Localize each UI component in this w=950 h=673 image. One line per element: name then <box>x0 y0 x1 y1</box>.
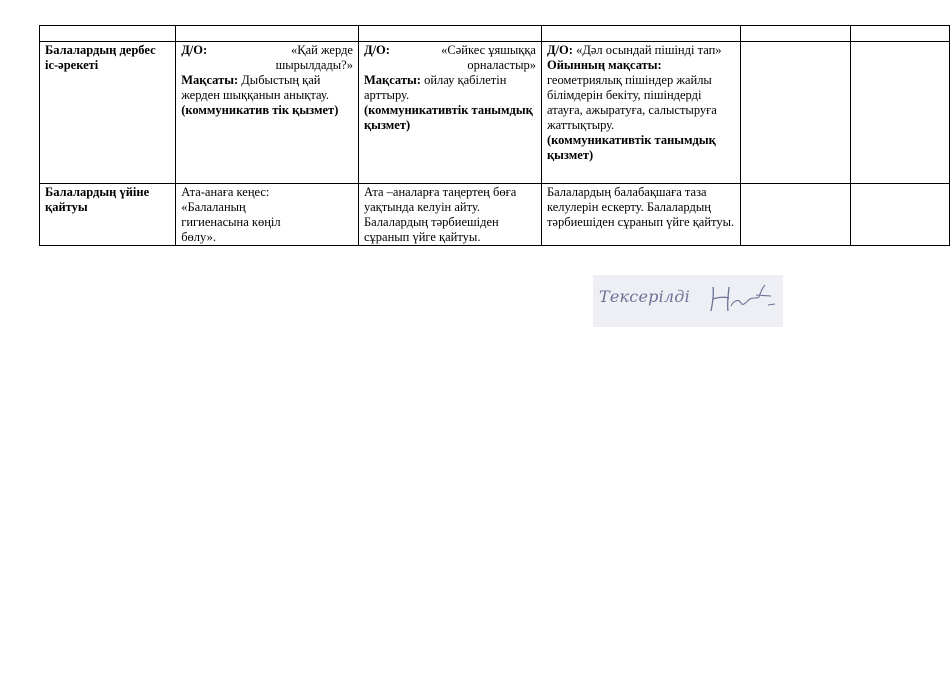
table-cell <box>740 26 851 42</box>
table-row <box>40 42 950 184</box>
table-cell <box>851 42 950 184</box>
goal-text: геометриялық пішіндер жайлы білімдерін бекіту, пішіндерді атауға, ажыратуға, салыстыруға жаттықтыру. <box>546 73 717 132</box>
home-text: Ата –аналарға таңертең бөға уақтында келуін айту. Балалардың тәрбиешіден сұранып үйге қайтуы. <box>363 185 517 244</box>
table-cell <box>541 26 740 42</box>
table-cell <box>740 184 851 246</box>
goal-label: Мақсаты: <box>363 73 421 87</box>
game-heading <box>364 43 536 73</box>
table-cell <box>851 26 950 42</box>
game-title: «Қай жерде шырылдады?» <box>275 43 353 72</box>
table-cell <box>358 26 541 42</box>
game-title: «Сәйкес ұяшыққа орналастыр» <box>441 43 536 72</box>
table-row <box>40 26 950 42</box>
goal-text: ойлау қабілетін арттыру. <box>363 73 507 102</box>
table-cell-game-3 <box>541 42 740 184</box>
row-label-independent-activity: Балалардың дербес іс-әрекеті <box>40 42 176 184</box>
table-cell-home-3 <box>541 184 740 246</box>
game-label: Д/О: <box>181 43 208 57</box>
table-cell <box>40 26 176 42</box>
table-cell-game-1 <box>176 42 359 184</box>
table-cell-home-2 <box>358 184 541 246</box>
activity-note: (коммуникатив тік қызмет) <box>181 103 339 117</box>
table-cell-game-2 <box>358 42 541 184</box>
row-label-going-home: Балалардың үйіне қайтуы <box>40 184 176 246</box>
goal-label: Мақсаты: <box>181 73 239 87</box>
game-heading <box>181 43 353 73</box>
goal-label: Ойынның мақсаты: <box>546 58 662 72</box>
table-cell <box>740 42 851 184</box>
table-row <box>40 184 950 246</box>
signature-stamp <box>593 275 783 327</box>
table-cell <box>851 184 950 246</box>
goal-text: Дыбыстың қай жерден шыққанын анықтау. <box>181 73 329 102</box>
daily-plan-table <box>39 25 950 246</box>
home-text: Ата-анаға кеңес: «Балаланың гигиенасына көңіл бөлу». <box>181 185 281 244</box>
table-cell-home-1 <box>176 184 359 246</box>
home-text: Балалардың балабақшаға таза келулерін ескерту. Балалардың тәрбиешіден сұранып үйге қайтуы. <box>546 185 735 229</box>
activity-note: (коммуникативтік танымдық қызмет) <box>363 103 533 132</box>
signature-caption: Тексерілді <box>599 287 690 306</box>
activity-note: (коммуникативтік танымдық қызмет) <box>546 133 716 162</box>
game-label: Д/О: <box>363 43 390 57</box>
game-title: «Дәл осындай пішінді тап» <box>576 43 722 57</box>
handwritten-signature <box>593 275 783 327</box>
table-cell <box>176 26 359 42</box>
game-label: Д/О: <box>546 43 573 57</box>
